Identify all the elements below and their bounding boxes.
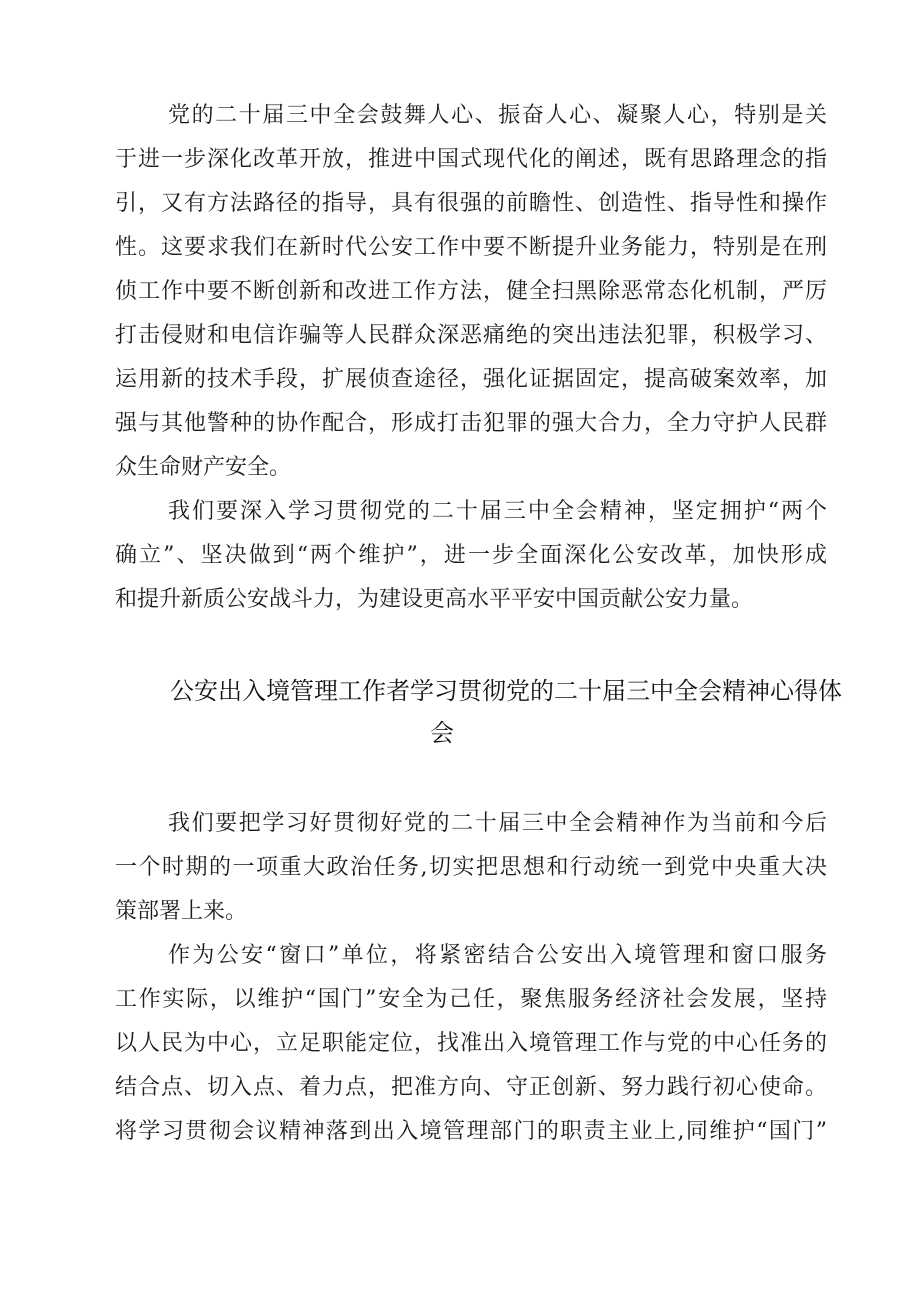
text-line: 众生命财产安全。 xyxy=(115,455,292,480)
text-line: 性。这要求我们在新时代公安工作中要不断提升业务能力，特别是在刑 xyxy=(115,235,827,260)
text-line: 于进一步深化改革开放，推进中国式现代化的阐述，既有思路理念的指 xyxy=(115,147,827,172)
text-line: 打击侵财和电信诈骗等人民群众深恶痛绝的突出违法犯罪，积极学习、 xyxy=(115,323,827,348)
text-line: 和提升新质公安战斗力，为建设更高水平平安中国贡献公安力量。 xyxy=(115,587,754,612)
text-line: 策部署上来。 xyxy=(115,899,248,924)
text-line: 侦工作中要不断创新和改进工作方法，健全扫黑除恶常态化机制，严厉 xyxy=(115,279,827,304)
text-line: 党的二十届三中全会鼓舞人心、振奋人心、凝聚人心，特别是关 xyxy=(168,103,827,128)
text-line: 以人民为中心，立足职能定位，找准出入境管理工作与党的中心任务的 xyxy=(115,1031,827,1056)
text-line: 我们要把学习好贯彻好党的二十届三中全会精神作为当前和今后 xyxy=(168,811,827,836)
text-line: 工作实际，以维护“国门”安全为己任，聚焦服务经济社会发展，坚持 xyxy=(115,987,827,1012)
text-line: 我们要深入学习贯彻党的二十届三中全会精神，坚定拥护“两个 xyxy=(168,499,827,524)
section-title-line-1: 公安出入境管理工作者学习贯彻党的二十届三中全会精神心得体 xyxy=(170,677,842,705)
text-line: 强与其他警种的协作配合，形成打击犯罪的强大合力，全力守护人民群 xyxy=(115,411,827,436)
text-line: 引，又有方法路径的指导，具有很强的前瞻性、创造性、指导性和操作 xyxy=(115,191,827,216)
text-line: 运用新的技术手段，扩展侦查途径，强化证据固定，提高破案效率，加 xyxy=(115,367,827,392)
text-line: 一个时期的一项重大政治任务,切实把思想和行动统一到党中央重大决 xyxy=(115,855,827,880)
text-line: 将学习贯彻会议精神落到出入境管理部门的职责主业上,同维护“国门” xyxy=(115,1119,827,1144)
text-line: 结合点、切入点、着力点，把准方向、守正创新、努力践行初心使命。 xyxy=(115,1075,827,1100)
section-title-line-2: 会 xyxy=(430,719,454,747)
text-line: 作为公安“窗口”单位，将紧密结合公安出入境管理和窗口服务 xyxy=(168,943,827,968)
text-line: 确立”、坚决做到“两个维护”，进一步全面深化公安改革，加快形成 xyxy=(115,543,827,568)
